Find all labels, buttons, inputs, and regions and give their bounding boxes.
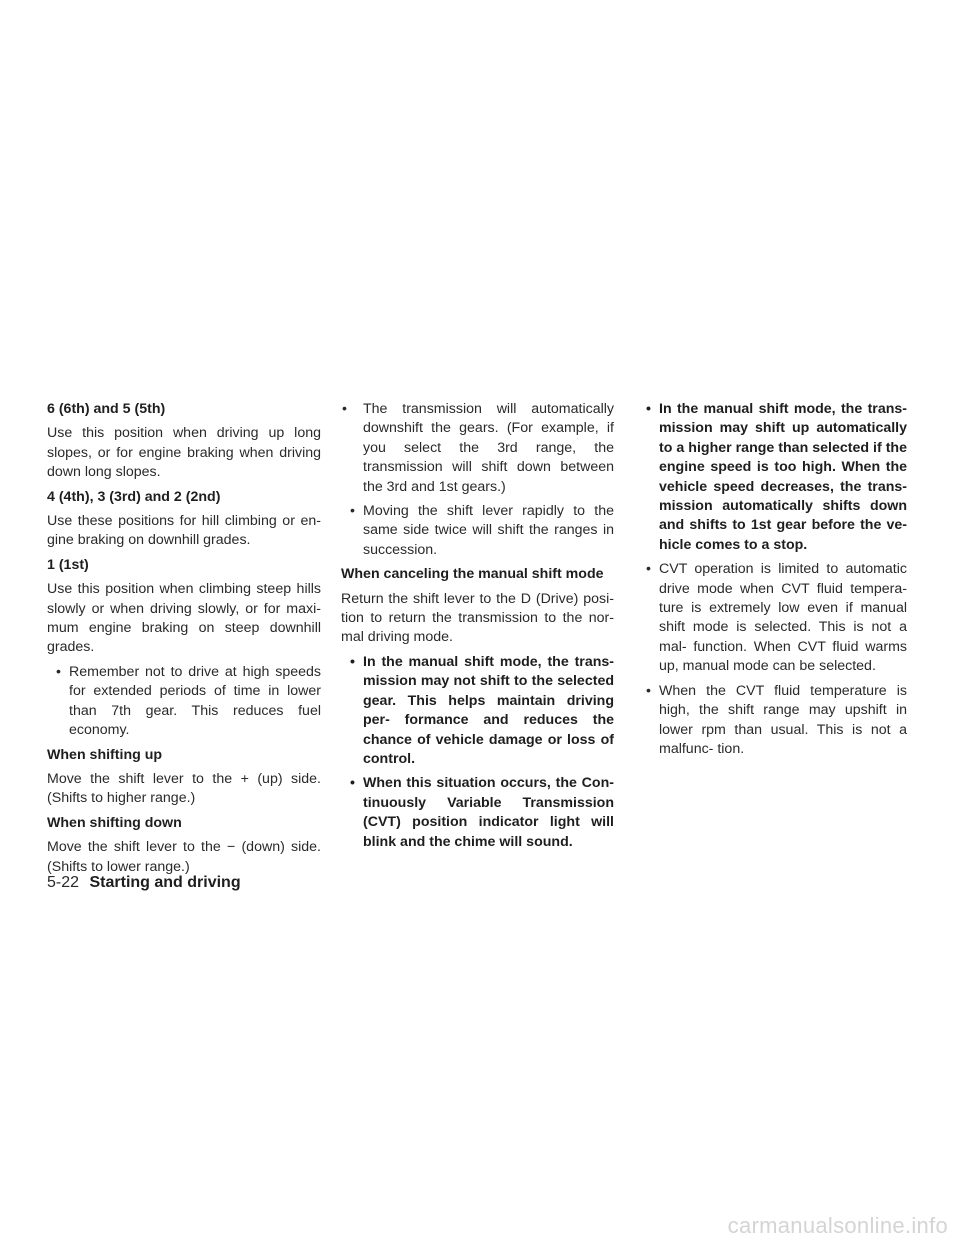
paragraph-canceling-manual-mode: Return the shift lever to the D (Drive) posi- tion to return the transmission to the nor- mal driving mode.	[341, 590, 614, 646]
page-number: 5-22	[47, 874, 80, 891]
paragraph-4th-3rd-2nd: Use these positions for hill climbing or en- gine braking on downhill grades.	[47, 513, 321, 549]
warning-item-indicator-blink: • When this situation occurs, the Con- tinuously Variable Transmission (CVT) position indicator light will blink and the chime will sound.	[341, 774, 614, 852]
warning-item-no-shift: • In the manual shift mode, the trans- mission may not shift to the selected gear. This helps maintain driving per- formance and reduces the chance of vehicle damage or loss of control.	[341, 653, 614, 769]
watermark: carmanualsonline.info	[727, 1213, 948, 1238]
heading-6th-5th: 6 (6th) and 5 (5th)	[47, 401, 166, 417]
section-title: Starting and driving	[89, 874, 241, 891]
paragraph-shifting-down: Move the shift lever to the − (down) side. (Shifts to lower range.)	[47, 839, 321, 875]
heading-shifting-up: When shifting up	[47, 746, 163, 763]
paragraph-shifting-up: Move the shift lever to the + (up) side. (Shifts to higher range.)	[47, 770, 321, 807]
list-item-cvt-low-temp: • CVT operation is limited to automatic drive mode when CVT fluid tempera- ture is extremely low even if manual shift mode is selected. This is not a mal- function. When CVT fluid warms up, manual mode can be selected.	[637, 560, 907, 676]
list-cvt-notes	[637, 400, 907, 759]
list-item-fuel-economy: • Remember not to drive at high speeds for extended periods of time in lower than 7th gear. This reduces fuel economy.	[47, 663, 321, 741]
list-item-auto-downshift: • The transmission will automatically downshift the gears. (For example, if you select the 3rd range, the transmission will shift down between the 3rd and 1st gears.)	[341, 400, 614, 497]
column-1	[47, 400, 321, 882]
heading-1st: 1 (1st)	[47, 556, 89, 573]
column-2	[341, 400, 614, 857]
list-item-rapid-shift: • Moving the shift lever rapidly to the same side twice will shift the ranges in succession.	[341, 502, 614, 560]
heading-canceling-manual-mode: When canceling the manual shift mode	[341, 566, 604, 583]
page-footer	[47, 874, 241, 892]
list-warnings	[341, 653, 614, 852]
list-item-cvt-high-temp: • When the CVT fluid temperature is high, the shift range may upshift in lower rpm than usual. This is not a malfunc- tion.	[637, 682, 907, 760]
list-downshift	[341, 400, 614, 560]
paragraph-1st: Use this position when climbing steep hills slowly or when driving slowly, or for maxi- mum engine braking on steep downhill grades.	[47, 581, 321, 656]
heading-shifting-down: When shifting down	[47, 814, 182, 831]
heading-4th-3rd-2nd: 4 (4th), 3 (3rd) and 2 (2nd)	[47, 488, 221, 505]
list-1st	[47, 663, 321, 741]
paragraph-6th-5th: Use this position when driving up long slopes, or for engine braking when driving down long slopes.	[47, 425, 321, 481]
warning-item-auto-upshift: • In the manual shift mode, the trans- mission may shift up automatically to a higher range than selected if the engine speed is too high. When the vehicle speed decreases, the trans- mission automatically shifts down and shifts to 1st gear before the ve- hicle comes to a stop.	[637, 400, 907, 555]
column-3	[637, 400, 907, 764]
